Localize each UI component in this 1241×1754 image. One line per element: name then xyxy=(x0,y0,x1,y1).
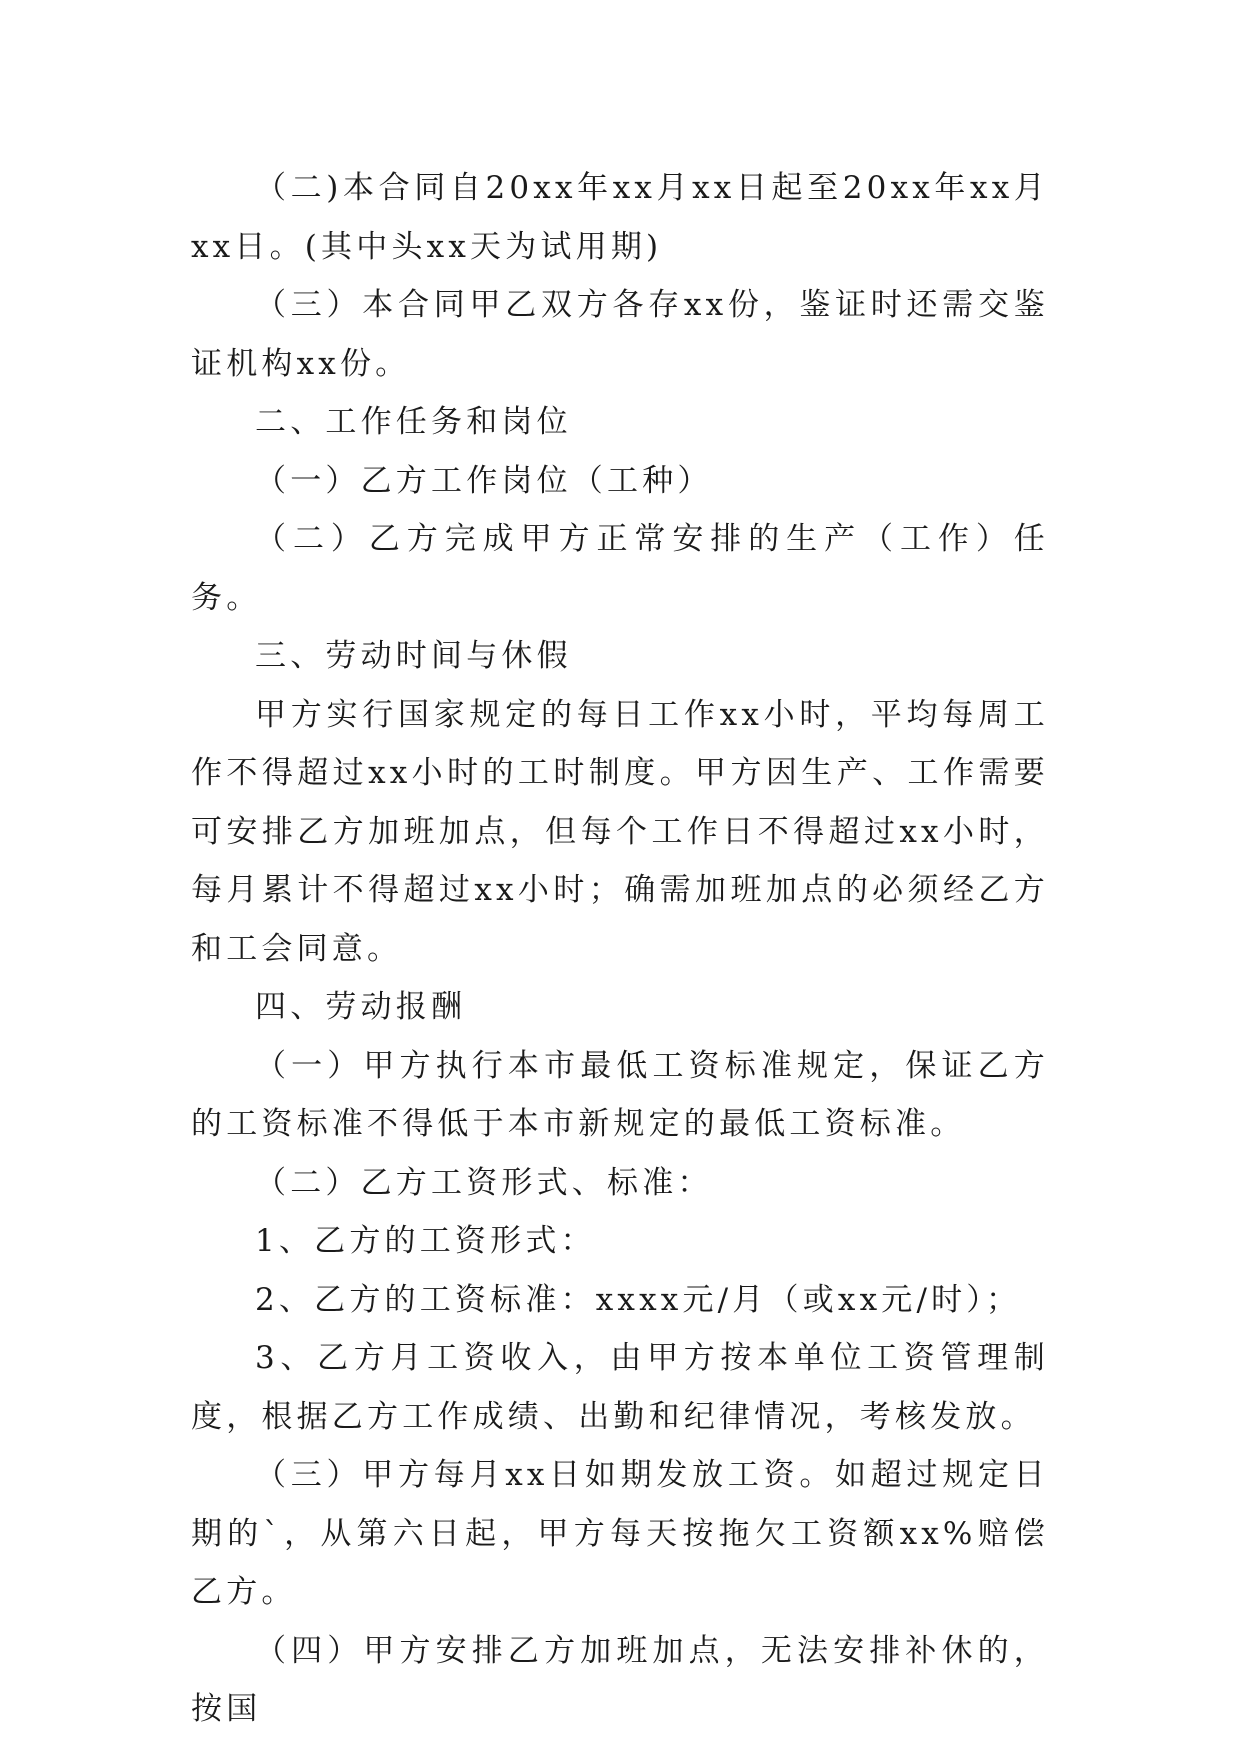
paragraph-overtime: （四）甲方安排乙方加班加点，无法安排补休的，按国 xyxy=(191,1632,1049,1727)
paragraph-payment-date: （三）甲方每月xx日如期发放工资。如超过规定日期的`，从第六日起，甲方每天按拖欠工资额xx%赔偿乙方。 xyxy=(191,1457,1049,1610)
list-item-wage-form: 1、乙方的工资形式： xyxy=(255,1223,596,1259)
list-item-monthly-income: 3、乙方月工资收入，由甲方按本单位工资管理制度，根据乙方工作成绩、出勤和纪律情况，考核发放。 xyxy=(191,1340,1049,1435)
document-body xyxy=(191,159,1049,1739)
paragraph-job-tasks: （二）乙方完成甲方正常安排的生产（工作）任务。 xyxy=(191,521,1049,616)
section-heading-working-hours: 三、劳动时间与休假 xyxy=(255,638,572,674)
paragraph-minimum-wage: （一）甲方执行本市最低工资标准规定，保证乙方的工资标准不得低于本市新规定的最低工资标准。 xyxy=(191,1047,1049,1142)
section-heading-remuneration: 四、劳动报酬 xyxy=(255,989,467,1025)
list-item-wage-standard: 2、乙方的工资标准：xxxx元/月（或xx元/时）； xyxy=(255,1281,1022,1318)
paragraph-contract-copies: （三）本合同甲乙双方各存xx份，鉴证时还需交鉴证机构xx份。 xyxy=(191,287,1049,382)
paragraph-working-hours: 甲方实行国家规定的每日工作xx小时，平均每周工作不得超过xx小时的工时制度。甲方因生产、工作需要可安排乙方加班加点，但每个工作日不得超过xx小时，每月累计不得超过xx小时；确需加班加点的必须经乙方和工会同意。 xyxy=(191,696,1049,967)
paragraph-wage-form-standard: （二）乙方工资形式、标准： xyxy=(255,1164,713,1201)
paragraph-contract-term: （二)本合同自20xx年xx月xx日起至20xx年xx月xx日。(其中头xx天为试用期) xyxy=(191,170,1049,265)
section-heading-work-duties: 二、工作任务和岗位 xyxy=(255,404,572,440)
paragraph-job-position: （一）乙方工作岗位（工种） xyxy=(255,462,713,499)
